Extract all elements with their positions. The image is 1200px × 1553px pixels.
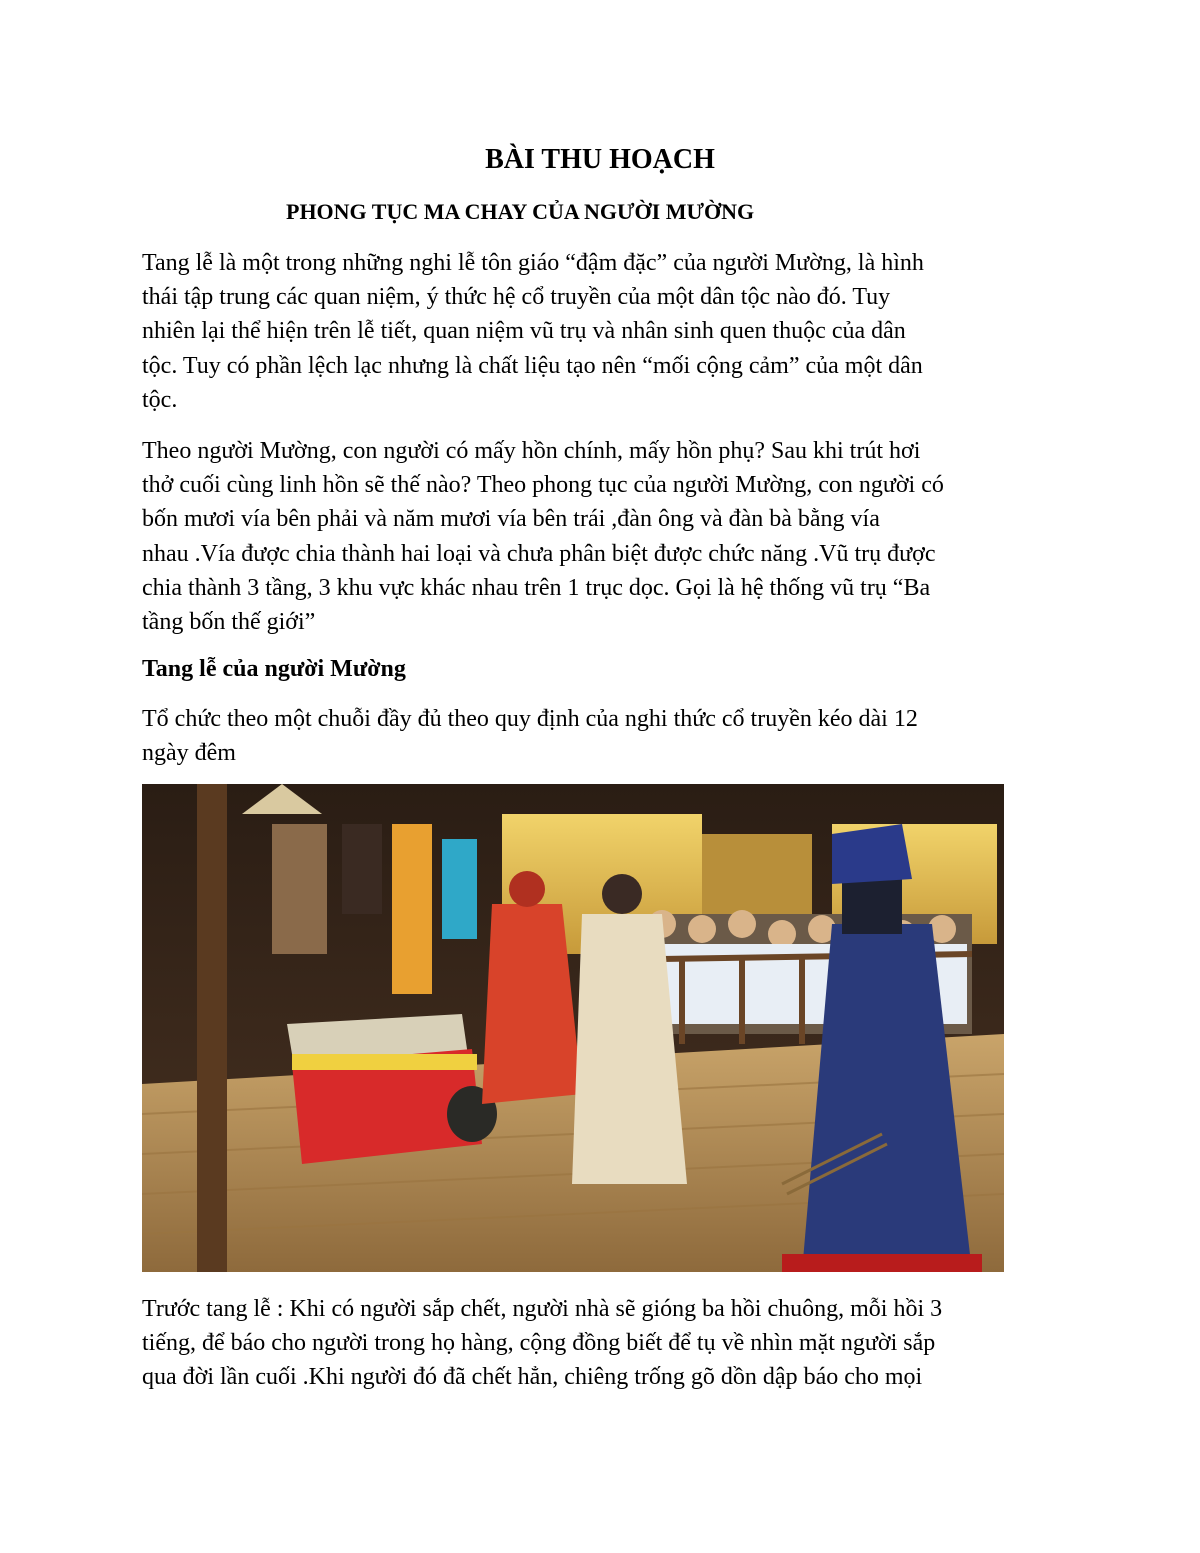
paragraph-before-funeral — [142, 1292, 1072, 1395]
paragraph-line: tầng bốn thế giới” — [142, 609, 316, 636]
paragraph-line: nhiên lại thể hiện trên lễ tiết, quan niệm vũ trụ và nhân sinh quen thuộc của dân — [142, 318, 906, 345]
paragraph-intro — [142, 246, 1072, 417]
paragraph-souls — [142, 434, 1072, 639]
section-heading: Tang lễ của người Mường — [142, 656, 406, 682]
paragraph-line: nhau .Vía được chia thành hai loại và chưa phân biệt được chức năng .Vũ trụ được — [142, 540, 936, 567]
paragraph-line: ngày đêm — [142, 740, 236, 767]
paragraph-line: tộc. — [142, 386, 178, 413]
paragraph-line: qua đời lần cuối .Khi người đó đã chết hẳn, chiêng trống gõ dồn dập báo cho mọi — [142, 1364, 923, 1391]
paragraph-line: Tổ chức theo một chuỗi đầy đủ theo quy định của nghi thức cổ truyền kéo dài 12 — [142, 706, 918, 732]
paragraph-line: tộc. Tuy có phần lệch lạc nhưng là chất liệu tạo nên “mối cộng cảm” của một dân — [142, 352, 923, 379]
paragraph-line: chia thành 3 tầng, 3 khu vực khác nhau trên 1 trục dọc. Gọi là hệ thống vũ trụ “Ba — [142, 574, 931, 601]
paragraph-line: Trước tang lễ : Khi có người sắp chết, người nhà sẽ gióng ba hồi chuông, mỗi hồi 3 — [142, 1296, 943, 1322]
funeral-ceremony-photo — [142, 784, 1004, 1272]
paragraph-line: bốn mươi vía bên phải và năm mươi vía bên trái ,đàn ông và đàn bà bằng vía — [142, 506, 880, 533]
paragraph-line: Theo người Mường, con người có mấy hồn chính, mấy hồn phụ? Sau khi trút hơi — [142, 438, 921, 464]
document-title: BÀI THU HOẠCH — [485, 144, 715, 175]
paragraph-line: Tang lễ là một trong những nghi lễ tôn giáo “đậm đặc” của người Mường, là hình — [142, 250, 924, 276]
paragraph-line: tiếng, để báo cho người trong họ hàng, cộng đồng biết để tụ về nhìn mặt người sắp — [142, 1330, 936, 1357]
paragraph-line: thái tập trung các quan niệm, ý thức hệ cổ truyền của một dân tộc nào đó. Tuy — [142, 284, 891, 311]
paragraph-organization — [142, 702, 1072, 770]
document-subtitle: PHONG TỤC MA CHAY CỦA NGƯỜI MƯỜNG — [286, 199, 755, 224]
paragraph-line: thở cuối cùng linh hồn sẽ thế nào? Theo phong tục của người Mường, con người có — [142, 472, 944, 499]
